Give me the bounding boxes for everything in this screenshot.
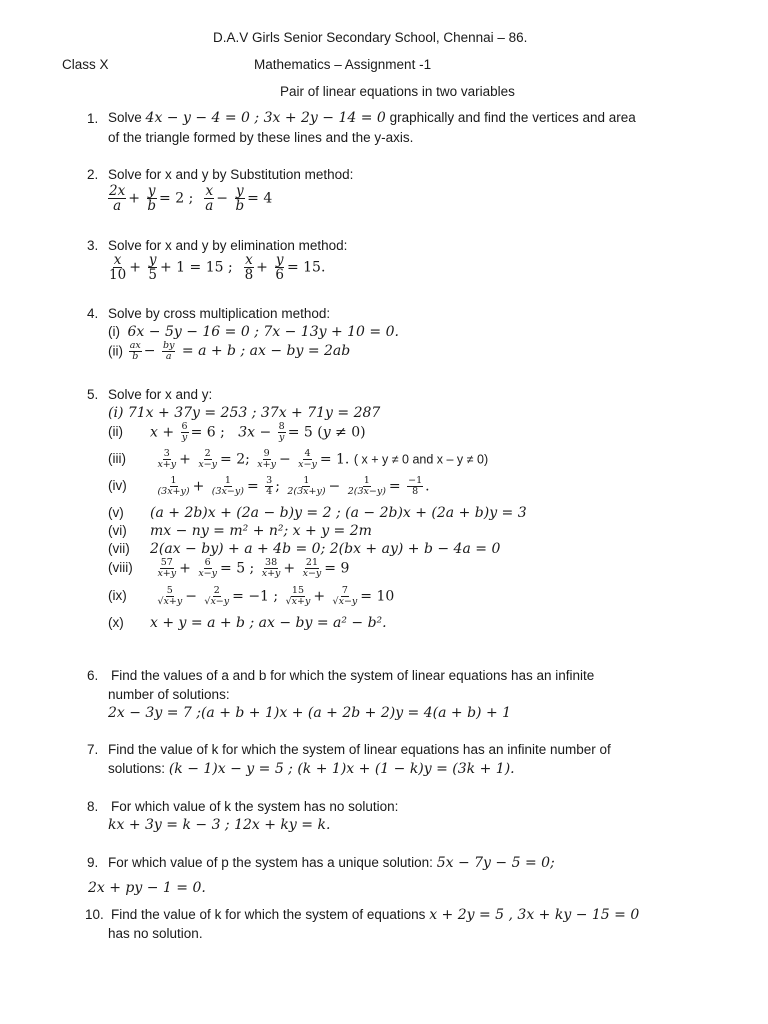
q4-i	[108, 325, 399, 339]
q7-line2-label: solutions:	[108, 761, 166, 776]
q1-line2: of the triangle formed by these lines and the y-axis.	[108, 130, 414, 145]
assignment-title: Mathematics – Assignment -1	[254, 57, 432, 72]
q5-viii-label: (viii)	[108, 560, 133, 576]
q8-number: 8.	[87, 799, 99, 814]
q5-v	[108, 506, 527, 520]
fraction: $\frac{y}{b}$	[147, 183, 157, 215]
q6-line1: Find the values of a and b for which the system of linear equations has an infinite	[111, 668, 595, 683]
q9-equation-1: 5x − 7y − 5 = 0;	[436, 855, 555, 871]
q2-text: Solve for x and y by Substitution method:	[108, 167, 354, 182]
q2-number: 2.	[87, 167, 99, 182]
q1-number: 1.	[87, 111, 99, 126]
q10-line2: has no solution.	[108, 926, 203, 941]
fraction: $\frac{y}{6}$	[275, 252, 284, 284]
fraction: $\frac{2x}{a}$	[109, 183, 126, 215]
q5-x-equation: x + y = a + b ; ax − by = a² − b².	[150, 615, 387, 631]
q6-line2: number of solutions:	[108, 687, 230, 702]
q5-ii: (ii) x + $\frac{6}{y}$ = 6 ; 3x − $\frac{8}{y}$ = 5 (y ≠ 0)	[108, 421, 366, 443]
q3-text: Solve for x and y by elimination method:	[108, 238, 348, 253]
q4-text: Solve by cross multiplication method:	[108, 306, 331, 321]
q4-i-label: (i)	[108, 324, 120, 339]
q8-equation: kx + 3y = k − 3 ; 12x + ky = k.	[108, 817, 331, 833]
q4-number: 4.	[87, 306, 99, 321]
q5-viii: (viii) $\frac{57}{x+y}$ + $\frac{6}{x-y}$ = 5 ; $\frac{38}{x+y}$ + $\frac{21}{x-y}$ = 9	[108, 557, 350, 579]
q1-pre: Solve	[108, 110, 142, 125]
q10-number: 10.	[85, 907, 104, 922]
q7-number: 7.	[87, 742, 99, 757]
q10-equation: x + 2y = 5 , 3x + ky − 15 = 0	[429, 907, 640, 923]
fraction: $\frac{x}{10}$	[109, 252, 127, 284]
q5-v-equation: (a + 2b)x + (2a − b)y = 2 ; (a − 2b)x + (2a + b)y = 3	[150, 505, 527, 521]
q5-ii-label: (ii)	[108, 424, 123, 440]
q5-vii-label: (vii)	[108, 541, 130, 556]
fraction: $\frac{x}{a}$	[205, 183, 214, 215]
q9-number: 9.	[87, 855, 99, 870]
q4-ii-equation: = a + b ; ax − by = 2ab	[181, 343, 351, 360]
q1-post: graphically and find the vertices and area	[389, 110, 636, 125]
q5-x-label: (x)	[108, 615, 124, 630]
q9-line1	[108, 856, 555, 870]
fraction: $\frac{ax}{b}$	[129, 340, 141, 362]
fraction: $\frac{by}{a}$	[162, 340, 175, 362]
q1-line1	[108, 111, 636, 125]
q10-line1	[111, 908, 639, 922]
q5-iii-label: (iii)	[108, 451, 126, 467]
q5-x	[108, 616, 387, 630]
q5-text: Solve for x and y:	[108, 387, 213, 402]
fraction: $\frac{y}{5}$	[148, 252, 157, 284]
q9-equation-2: 2x + py − 1 = 0.	[88, 880, 206, 896]
q5-iv-label: (iv)	[108, 478, 127, 494]
topic-title: Pair of linear equations in two variables	[280, 84, 515, 99]
q7-line2	[108, 762, 515, 776]
q5-v-label: (v)	[108, 505, 124, 520]
q5-iv: (iv) $\frac{1}{(3x+y)}$ + $\frac{1}{(3x-y)}$ = $\frac{3}{4}$ ; $\frac{1}{2(3x+y)}$ − $\frac{1}{2(3x-y)}$ = $\frac{-1}{8}$ .	[108, 475, 430, 497]
class-label: Class X	[62, 57, 109, 72]
q1-equations: 4x − y − 4 = 0 ; 3x + 2y − 14 = 0	[145, 110, 386, 126]
q5-ix-label: (ix)	[108, 588, 127, 604]
q5-ix: (ix) $\frac{5}{√x+y}$ − $\frac{2}{√x-y}$ = −1 ; $\frac{15}{√x+y}$ + $\frac{7}{√x-y}$ = 10	[108, 585, 395, 607]
q5-iii: (iii) $\frac{3}{x+y}$ + $\frac{2}{x-y}$ = 2; $\frac{9}{x+y}$ − $\frac{4}{x-y}$ = 1. ( x + y ≠ 0 and x – y ≠ 0)	[108, 448, 489, 470]
q5-vi-equation: mx − ny = m² + n²; x + y = 2m	[150, 523, 372, 539]
q4-i-equation: 6x − 5y − 16 = 0 ; 7x − 13y + 10 = 0.	[127, 324, 399, 340]
q4-ii: (ii) $\frac{ax}{b}$ − $\frac{by}{a}$ = a + b ; ax − by = 2ab	[108, 340, 351, 362]
q7-equation: (k − 1)x − y = 5 ; (k + 1)x + (1 − k)y = (3k + 1).	[168, 761, 515, 777]
q5-iii-note: ( x + y ≠ 0 and x – y ≠ 0)	[353, 452, 489, 467]
q6-number: 6.	[87, 668, 99, 683]
q5-i: (i) 71x + 37y = 253 ; 37x + 71y = 287	[108, 405, 381, 421]
q3-equation: $\frac{x}{10}$ + $\frac{y}{5}$ + 1 = 15 ; $\frac{x}{8}$ + $\frac{y}{6}$ = 15.	[109, 252, 326, 284]
q5-vii	[108, 542, 500, 556]
q7-line1: Find the value of k for which the system of linear equations has an infinite number of	[108, 742, 611, 757]
q10-text: Find the value of k for which the system of equations	[111, 907, 426, 922]
q4-ii-label: (ii)	[108, 343, 123, 359]
q2-equation: $\frac{2x}{a}$ + $\frac{y}{b}$ = 2 ; $\frac{x}{a}$ − $\frac{y}{b}$ = 4	[109, 183, 273, 215]
q9-text: For which value of p the system has a unique solution:	[108, 855, 433, 870]
q8-line1: For which value of k the system has no solution:	[111, 799, 399, 814]
fraction: $\frac{y}{b}$	[235, 183, 245, 215]
q5-vii-equation: 2(ax − by) + a + 4b = 0; 2(bx + ay) + b − 4a = 0	[150, 541, 501, 557]
q5-number: 5.	[87, 387, 99, 402]
q3-number: 3.	[87, 238, 99, 253]
q5-vi	[108, 524, 372, 538]
q6-equation: 2x − 3y = 7 ;(a + b + 1)x + (a + 2b + 2)y = 4(a + b) + 1	[108, 705, 512, 721]
q5-vi-label: (vi)	[108, 523, 127, 538]
fraction: $\frac{x}{8}$	[244, 252, 254, 284]
school-name: D.A.V Girls Senior Secondary School, Chennai – 86.	[213, 30, 528, 45]
